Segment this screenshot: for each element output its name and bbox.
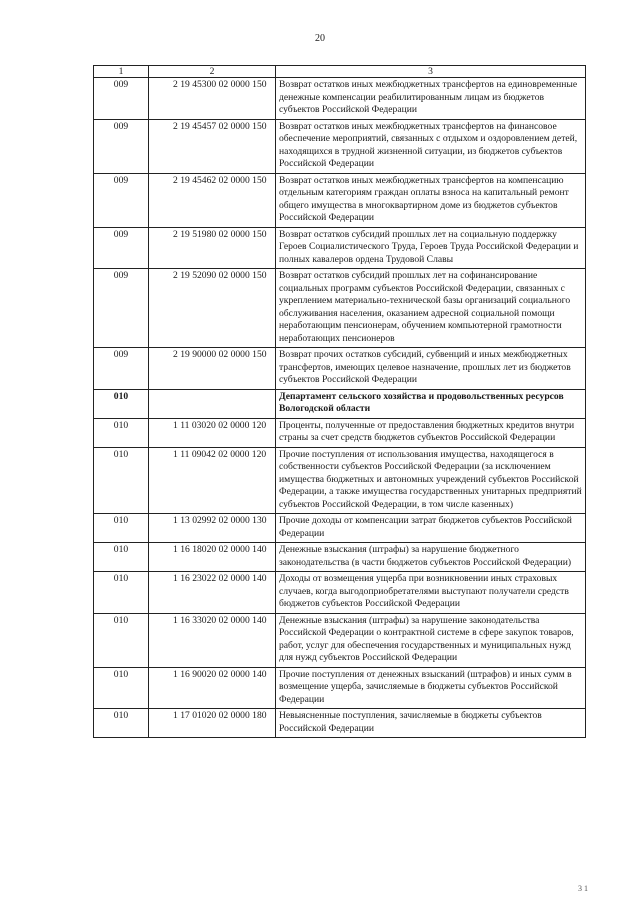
table-row <box>94 447 586 514</box>
description-cell: Возврат остатков иных межбюджетных трансфертов на единовременные денежные компенсации реабилитированным лицам из бюджетов субъектов Российской Федерации <box>276 78 586 120</box>
table-row <box>94 227 586 269</box>
description-cell: Доходы от возмещения ущерба при возникновении иных страховых случаев, когда выгодоприобретателями выступают получатели средств бюджетов субъектов Российской Федерации <box>276 572 586 614</box>
description-cell: Прочие доходы от компенсации затрат бюджетов субъектов Российской Федерации <box>276 514 586 543</box>
revenue-code-cell: 1 11 09042 02 0000 120 <box>149 447 276 514</box>
description-cell: Возврат остатков субсидий прошлых лет на софинансирование социальных программ субъектов Российской Федерации, связанных с укреплением материально-технической базы организаций социального обслуживания населения, оказанием адресной социальной помощи неработающим пенсионерам, обучением компьютерной грамотности неработающих пенсионеров <box>276 269 586 348</box>
description-cell: Прочие поступления от денежных взысканий (штрафов) и иных сумм в возмещение ущерба, зачисляемые в бюджеты субъектов Российской Федерации <box>276 667 586 709</box>
description-cell: Возврат прочих остатков субсидий, субвенций и иных межбюджетных трансфертов, имеющих целевое назначение, прошлых лет из бюджетов субъектов Российской Федерации <box>276 348 586 390</box>
description-cell: Возврат остатков иных межбюджетных трансфертов на компенсацию отдельным категориям граждан оплаты взноса на капитальный ремонт общего имущества в многоквартирном доме из бюджетов субъектов Российской Федерации <box>276 173 586 227</box>
admin-code-cell: 010 <box>94 572 149 614</box>
footer-mark: 3 1 <box>578 884 588 893</box>
admin-code-cell: 010 <box>94 613 149 667</box>
revenue-code-cell: 2 19 90000 02 0000 150 <box>149 348 276 390</box>
admin-code-cell: 010 <box>94 667 149 709</box>
admin-code-cell: 009 <box>94 227 149 269</box>
column-header-3: 3 <box>276 66 586 78</box>
revenue-code-cell: 2 19 51980 02 0000 150 <box>149 227 276 269</box>
admin-code-cell: 009 <box>94 119 149 173</box>
revenue-code-cell: 1 16 90020 02 0000 140 <box>149 667 276 709</box>
table-row <box>94 613 586 667</box>
revenue-code-cell: 1 11 03020 02 0000 120 <box>149 418 276 447</box>
revenue-code-cell: 2 19 45300 02 0000 150 <box>149 78 276 120</box>
column-header-1: 1 <box>94 66 149 78</box>
admin-code-cell: 009 <box>94 173 149 227</box>
description-cell: Возврат остатков иных межбюджетных трансфертов на финансовое обеспечение мероприятий, связанных с отдыхом и оздоровлением детей, находящихся в трудной жизненной ситуации, из бюджетов субъектов Российской Федерации <box>276 119 586 173</box>
table-row <box>94 78 586 120</box>
table-row <box>94 572 586 614</box>
table-row <box>94 348 586 390</box>
description-cell: Проценты, полученные от предоставления бюджетных кредитов внутри страны за счет средств бюджетов субъектов Российской Федерации <box>276 418 586 447</box>
revenue-code-cell: 1 16 18020 02 0000 140 <box>149 543 276 572</box>
table-header-row <box>94 66 586 78</box>
description-cell: Денежные взыскания (штрафы) за нарушение законодательства Российской Федерации о контрактной системе в сфере закупок товаров, работ, услуг для обеспечения государственных и муниципальных нужд для нужд субъектов Российской Федерации <box>276 613 586 667</box>
table-row <box>94 269 586 348</box>
table-row <box>94 173 586 227</box>
department-row <box>94 389 586 418</box>
table-row <box>94 667 586 709</box>
revenue-code-cell: 2 19 45457 02 0000 150 <box>149 119 276 173</box>
admin-code-cell: 009 <box>94 348 149 390</box>
page-number: 20 <box>315 33 325 44</box>
admin-code-cell: 009 <box>94 78 149 120</box>
revenue-code-cell: 1 16 23022 02 0000 140 <box>149 572 276 614</box>
table-body <box>94 78 586 738</box>
description-cell: Невыясненные поступления, зачисляемые в бюджеты субъектов Российской Федерации <box>276 709 586 738</box>
revenue-codes-table <box>93 65 586 738</box>
admin-code-cell: 010 <box>94 389 149 418</box>
admin-code-cell: 010 <box>94 543 149 572</box>
table-row <box>94 709 586 738</box>
admin-code-cell: 010 <box>94 709 149 738</box>
admin-code-cell: 010 <box>94 514 149 543</box>
admin-code-cell: 009 <box>94 269 149 348</box>
description-cell: Департамент сельского хозяйства и продовольственных ресурсов Вологодской области <box>276 389 586 418</box>
revenue-code-cell: 1 17 01020 02 0000 180 <box>149 709 276 738</box>
admin-code-cell: 010 <box>94 447 149 514</box>
description-cell: Возврат остатков субсидий прошлых лет на социальную поддержку Героев Социалистического Труда, Героев Труда Российской Федерации и полных кавалеров ордена Трудовой Славы <box>276 227 586 269</box>
revenue-code-cell: 1 13 02992 02 0000 130 <box>149 514 276 543</box>
admin-code-cell: 010 <box>94 418 149 447</box>
description-cell: Прочие поступления от использования имущества, находящегося в собственности субъектов Российской Федерации (за исключением имущества бюджетных и автономных учреждений субъектов Российской Федерации, а также имущества государственных унитарных предприятий субъектов Российской Федерации, в том числе казенных) <box>276 447 586 514</box>
table-row <box>94 514 586 543</box>
revenue-code-cell: 2 19 45462 02 0000 150 <box>149 173 276 227</box>
revenue-code-cell <box>149 389 276 418</box>
table-row <box>94 543 586 572</box>
revenue-code-cell: 1 16 33020 02 0000 140 <box>149 613 276 667</box>
revenue-code-cell: 2 19 52090 02 0000 150 <box>149 269 276 348</box>
column-header-2: 2 <box>149 66 276 78</box>
table-row <box>94 119 586 173</box>
table-row <box>94 418 586 447</box>
description-cell: Денежные взыскания (штрафы) за нарушение бюджетного законодательства (в части бюджетов субъектов Российской Федерации) <box>276 543 586 572</box>
